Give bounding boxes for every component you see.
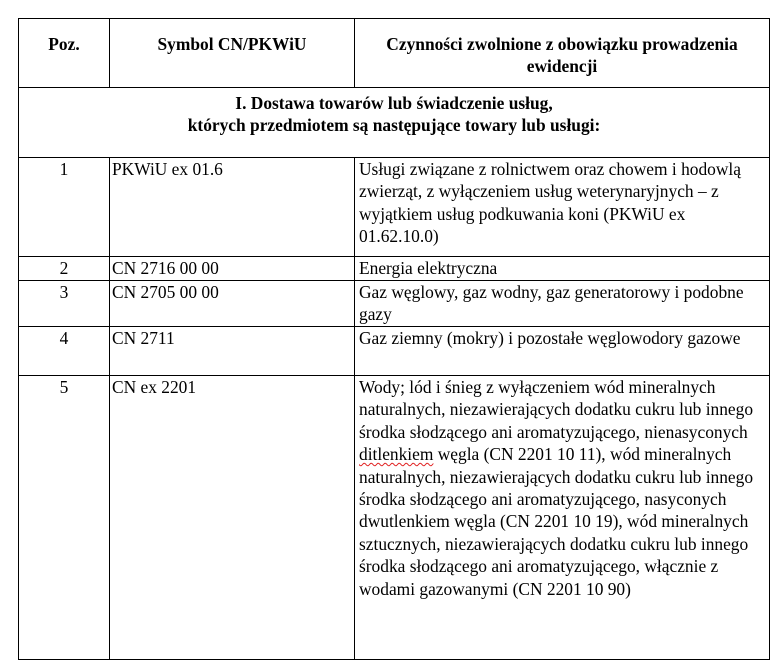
row-symbol: CN 2705 00 00 — [110, 281, 355, 327]
table-row — [19, 376, 770, 660]
row-description — [355, 376, 770, 660]
row-description: Gaz węglowy, gaz wodny, gaz generatorowy i podobne gazy — [355, 281, 770, 327]
row-symbol: CN 2716 00 00 — [110, 257, 355, 281]
table-header-row — [19, 19, 770, 88]
row-symbol: PKWiU ex 01.6 — [110, 158, 355, 257]
exemption-table — [18, 18, 770, 660]
row-poz: 5 — [19, 376, 110, 660]
section-heading-line2: których przedmiotem są następujące towary lub usługi: — [187, 115, 601, 136]
row-poz: 3 — [19, 281, 110, 327]
table-row — [19, 327, 770, 376]
header-symbol: Symbol CN/PKWiU — [110, 19, 355, 88]
row-description: Usługi związane z rolnictwem oraz chowem i hodowlą zwierząt, z wyłączeniem usług weterynaryjnych – z wyjątkiem usług podkuwania koni (PKWiU ex 01.62.10.0) — [355, 158, 770, 257]
section-heading — [19, 88, 770, 158]
row-description: Energia elektryczna — [355, 257, 770, 281]
row-description-part2: węgla (CN 2201 10 11), wód mineralnych naturalnych, niezawierających dodatku cukru lub innego środka słodzącego ani aromatyzującego, nasyconych dwutlenkiem węgla (CN 2201 10 19), wód mineralnych sztucznych, niezawierających dodatku cukru lub innego środka słodzącego ani aromatyzującego, włącznie z wodami gazowanymi (CN 2201 10 90) — [359, 444, 754, 599]
table-row — [19, 257, 770, 281]
spellcheck-flagged-word: ditlenkiem — [359, 444, 434, 465]
row-poz: 4 — [19, 327, 110, 376]
table-row — [19, 158, 770, 257]
row-description: Gaz ziemny (mokry) i pozostałe węglowodory gazowe — [355, 327, 770, 376]
header-poz: Poz. — [19, 19, 110, 88]
table-row — [19, 281, 770, 327]
header-activities: Czynności zwolnione z obowiązku prowadzenia ewidencji — [355, 19, 770, 88]
row-symbol: CN ex 2201 — [110, 376, 355, 660]
row-symbol: CN 2711 — [110, 327, 355, 376]
row-poz: 2 — [19, 257, 110, 281]
row-description-part1: Wody; lód i śnieg z wyłączeniem wód mineralnych naturalnych, niezawierających dodatku cukru lub innego środka słodzącego ani aromatyzującego, nienasyconych — [359, 377, 754, 442]
row-poz: 1 — [19, 158, 110, 257]
section-row — [19, 88, 770, 158]
section-heading-line1: I. Dostawa towarów lub świadczenie usług, — [235, 93, 553, 113]
